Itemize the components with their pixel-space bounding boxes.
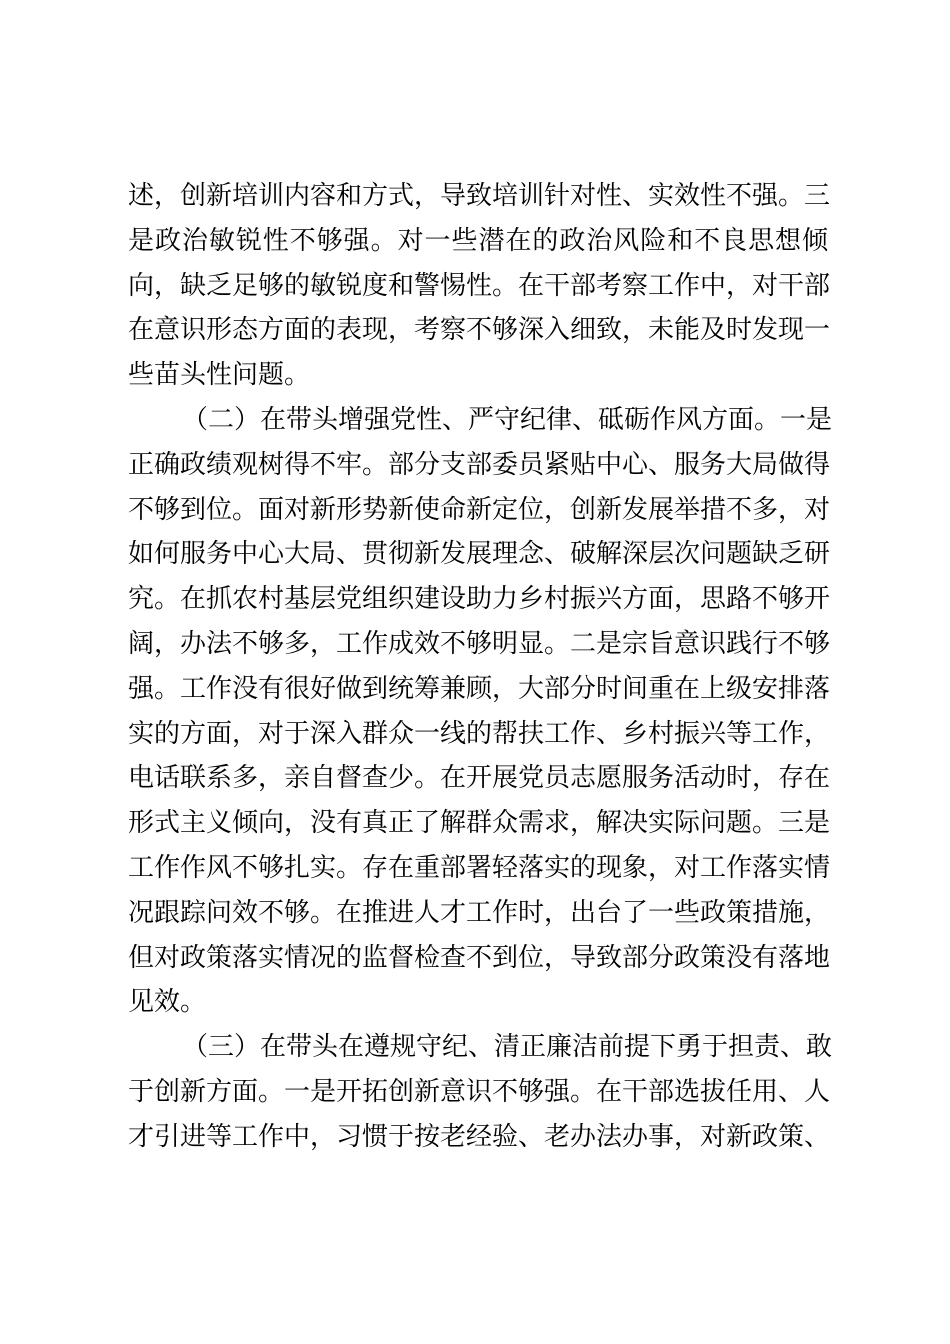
text-line: 才引进等工作中，习惯于按老经验、老办法办事，对新政策、: [128, 1121, 831, 1152]
text-line: 但对政策落实情况的监督检查不到位，导致部分政策没有落地: [128, 942, 831, 973]
text-line: 工作作风不够扎实。存在重部署轻落实的现象，对工作落实情: [128, 852, 831, 883]
text-line: 况跟踪问效不够。在推进人才工作时，出台了一些政策措施，: [128, 897, 831, 928]
text-line: 究。在抓农村基层党组织建设助力乡村振兴方面，思路不够开: [128, 584, 831, 615]
text-line: 些苗头性问题。: [128, 360, 311, 391]
text-line: 强。工作没有很好做到统筹兼顾，大部分时间重在上级安排落: [128, 673, 831, 704]
text-line: 向，缺乏足够的敏锐度和警惕性。在干部考察工作中，对干部: [128, 270, 831, 301]
text-line: 阔，办法不够多，工作成效不够明显。二是宗旨意识践行不够: [128, 628, 831, 659]
text-line: 在意识形态方面的表现，考察不够深入细致，未能及时发现一: [128, 315, 831, 346]
text-line: 是政治敏锐性不够强。对一些潜在的政治风险和不良思想倾: [128, 225, 828, 256]
section-heading-line: （三）在带头在遵规守纪、清正廉洁前提下勇于担责、敢: [182, 1032, 833, 1063]
text-line: 电话联系多，亲自督查少。在开展党员志愿服务活动时，存在: [128, 763, 831, 794]
body-text: [128, 174, 833, 1160]
text-line: 如何服务中心大局、贯彻新发展理念、破解深层次问题缺乏研: [128, 539, 831, 570]
text-line: 述，创新培训内容和方式，导致培训针对性、实效性不强。三: [128, 181, 831, 211]
text-line: 正确政绩观树得不牢。部分支部委员紧贴中心、服务大局做得: [128, 449, 831, 480]
text-line: 实的方面，对于深入群众一线的帮扶工作、乡村振兴等工作，: [128, 718, 831, 749]
section-heading-line: （二）在带头增强党性、严守纪律、砥砺作风方面。一是: [182, 404, 833, 435]
text-line: 于创新方面。一是开拓创新意识不够强。在干部选拔任用、人: [128, 1076, 831, 1107]
text-line: 形式主义倾向，没有真正了解群众需求，解决实际问题。三是: [128, 808, 831, 839]
text-line: 见效。: [128, 987, 207, 1018]
text-line: 不够到位。面对新形势新使命新定位，创新发展举措不多，对: [128, 494, 831, 525]
